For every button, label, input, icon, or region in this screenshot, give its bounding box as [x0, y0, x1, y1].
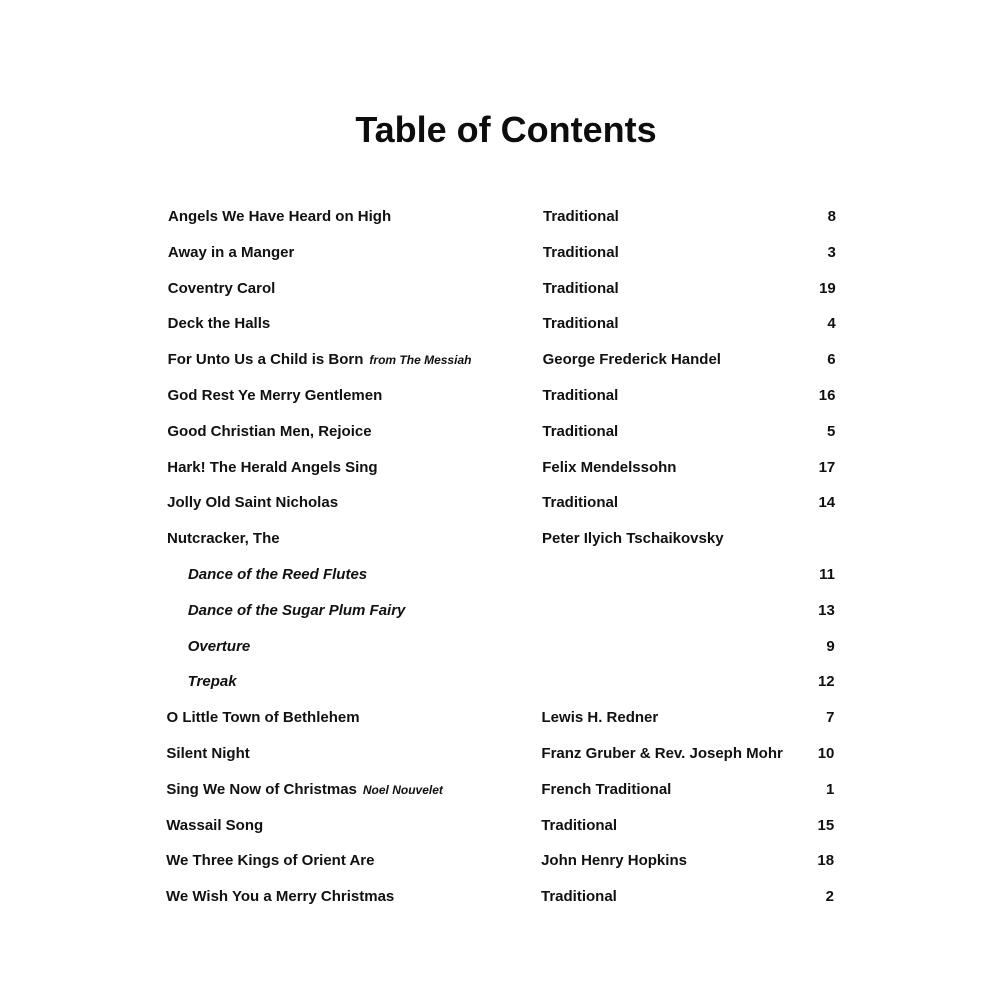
- entry-title-text: Overture: [187, 637, 251, 655]
- entry-page-number: 2: [825, 888, 834, 906]
- entry-composer: Traditional: [543, 208, 619, 225]
- entry-composer: Traditional: [542, 422, 619, 440]
- entry-title-text: Trepak: [187, 673, 237, 691]
- toc-entry: [0, 205, 1000, 229]
- entry-composer: Franz Gruber & Rev. Joseph Mohr: [541, 745, 783, 762]
- entry-title: [188, 599, 406, 623]
- entry-title-text: Hark! The Herald Angels Sing: [167, 458, 378, 476]
- entry-title-text: We Three Kings of Orient Are: [166, 852, 375, 870]
- toc-entry: [0, 241, 1000, 265]
- entry-composer: John Henry Hopkins: [541, 852, 687, 870]
- entry-title-text: Nutcracker, The: [167, 530, 280, 548]
- entry-title-text: Good Christian Men, Rejoice: [167, 422, 372, 440]
- entry-title: [168, 348, 472, 372]
- entry-title: [168, 277, 276, 301]
- entry-title: [167, 456, 377, 480]
- entry-page-number: 11: [819, 566, 835, 583]
- entry-title-text: Coventry Carol: [167, 279, 276, 297]
- toc-entry: [0, 527, 1000, 551]
- entry-page-number: 14: [818, 494, 836, 512]
- entry-composer: Traditional: [542, 494, 618, 512]
- entry-composer: Traditional: [542, 387, 619, 404]
- entry-page-number: 9: [826, 637, 835, 655]
- page-title: Table of Contents: [355, 109, 657, 150]
- entry-title: [188, 670, 237, 694]
- entry-subtitle: Noel Nouvelet: [362, 782, 443, 797]
- entry-composer: Traditional: [542, 279, 619, 297]
- toc-entry: [0, 849, 1000, 873]
- entry-title-text: Silent Night: [166, 745, 250, 762]
- entry-title: [167, 420, 371, 444]
- entry-page-number: 12: [817, 673, 835, 691]
- toc-subentry: [0, 670, 1000, 694]
- toc-entry: [0, 742, 1000, 766]
- entry-page-number: 17: [818, 458, 836, 476]
- entry-title: [166, 742, 249, 766]
- toc-entry: [0, 778, 1000, 802]
- entry-title: [167, 384, 382, 408]
- entry-title-text: O Little Town of Bethlehem: [166, 709, 360, 727]
- toc-entry: [0, 706, 1000, 730]
- toc-entry: [0, 885, 1000, 909]
- entry-page-number: 18: [817, 852, 835, 870]
- entry-composer: French Traditional: [541, 780, 672, 798]
- entry-page-number: 1: [825, 780, 835, 798]
- entry-title: [166, 778, 443, 802]
- entry-composer: Traditional: [542, 315, 619, 333]
- entry-composer: Lewis H. Redner: [541, 709, 659, 727]
- entry-title: [167, 491, 338, 515]
- entry-composer: Traditional: [542, 243, 619, 261]
- entry-page-number: 19: [819, 279, 836, 297]
- entry-page-number: 10: [817, 745, 835, 762]
- entry-page-number: 6: [827, 351, 836, 369]
- entry-title-text: We Wish You a Merry Christmas: [166, 888, 395, 906]
- entry-page-number: 13: [818, 601, 835, 619]
- entry-title-text: Deck the Halls: [167, 315, 271, 333]
- entry-subtitle: from The Messiah: [369, 353, 472, 368]
- entry-page-number: 3: [827, 243, 836, 261]
- entry-title-text: Angels We Have Heard on High: [168, 208, 392, 225]
- entry-page-number: 7: [826, 709, 835, 727]
- entry-title: [188, 563, 367, 587]
- entry-title-text: Dance of the Reed Flutes: [187, 566, 368, 583]
- toc-subentry: [0, 599, 1000, 623]
- entry-composer: Traditional: [541, 816, 618, 834]
- toc-entry: [0, 491, 1000, 515]
- entry-title: [166, 885, 394, 909]
- entry-composer: Peter Ilyich Tschaikovsky: [542, 530, 724, 548]
- toc-subentry: [0, 563, 1000, 587]
- entry-title-text: Dance of the Sugar Plum Fairy: [187, 601, 406, 619]
- entry-composer: Traditional: [541, 888, 617, 906]
- toc-entry: [0, 312, 1000, 336]
- entry-composer: Felix Mendelssohn: [542, 458, 677, 476]
- entry-title-text: For Unto Us a Child is Born: [167, 351, 364, 369]
- entry-title: [168, 205, 391, 229]
- entry-page-number: 5: [827, 422, 836, 440]
- toc-entry: [0, 814, 1000, 838]
- entry-page-number: 8: [827, 208, 836, 225]
- entry-title: [188, 635, 251, 659]
- entry-composer: George Frederick Handel: [542, 351, 721, 369]
- toc-entry: [0, 277, 1000, 301]
- entry-title: [168, 312, 271, 336]
- entry-title-text: God Rest Ye Merry Gentlemen: [167, 387, 383, 404]
- entry-title: [168, 241, 294, 265]
- entry-title-text: Jolly Old Saint Nicholas: [167, 494, 339, 512]
- entry-title: [166, 814, 263, 838]
- entry-title: [166, 849, 374, 873]
- entry-page-number: 15: [817, 816, 835, 834]
- entry-title-text: Away in a Manger: [167, 243, 295, 261]
- entry-title: [167, 527, 280, 551]
- entry-title-text: Wassail Song: [166, 816, 264, 834]
- entry-page-number: 4: [827, 315, 836, 333]
- entry-title: [167, 706, 360, 730]
- toc-entry: [0, 456, 1000, 480]
- toc-entry: [0, 384, 1000, 408]
- entry-title-text: Sing We Now of Christmas: [166, 780, 357, 798]
- toc-entry: [0, 420, 1000, 444]
- entry-page-number: 16: [818, 387, 836, 404]
- toc-subentry: [0, 635, 1000, 659]
- toc-entry: [0, 348, 1000, 372]
